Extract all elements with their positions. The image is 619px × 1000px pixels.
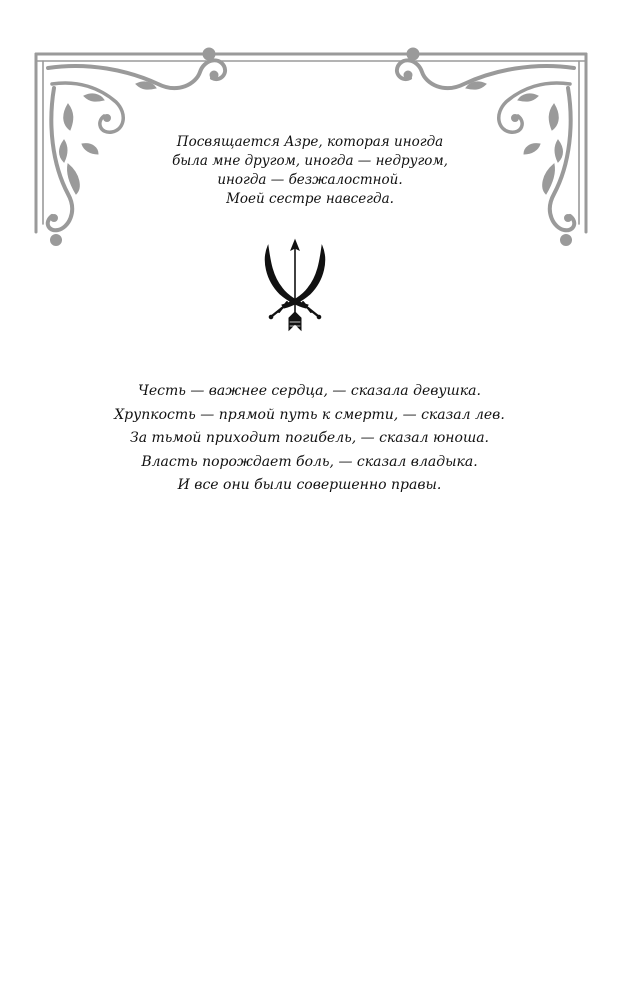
- dedication-line: иногда — безжалостной.: [217, 172, 403, 188]
- dedication-line: Моей сестре навсегда.: [226, 191, 394, 207]
- epigraph-line: Хрупкость — прямой путь к смерти, — сказал лев.: [114, 406, 505, 423]
- dedication-line: Посвящается Азре, которая иногда: [176, 134, 444, 150]
- epigraph-line: И все они были совершенно правы.: [177, 477, 442, 493]
- epigraph-line: Честь — важнее сердца, — сказала девушка.: [138, 383, 481, 399]
- dedication: [120, 133, 500, 209]
- dedication-line: была мне другом, иногда — недругом,: [172, 153, 448, 169]
- epigraph: [80, 380, 539, 498]
- epigraph-line: За тьмой приходит погибель, — сказал юноша.: [129, 430, 490, 446]
- epigraph-line: Власть порождает боль, — сказал владыка.: [141, 453, 478, 470]
- crossed-scimitars-arrow-icon: [260, 238, 330, 334]
